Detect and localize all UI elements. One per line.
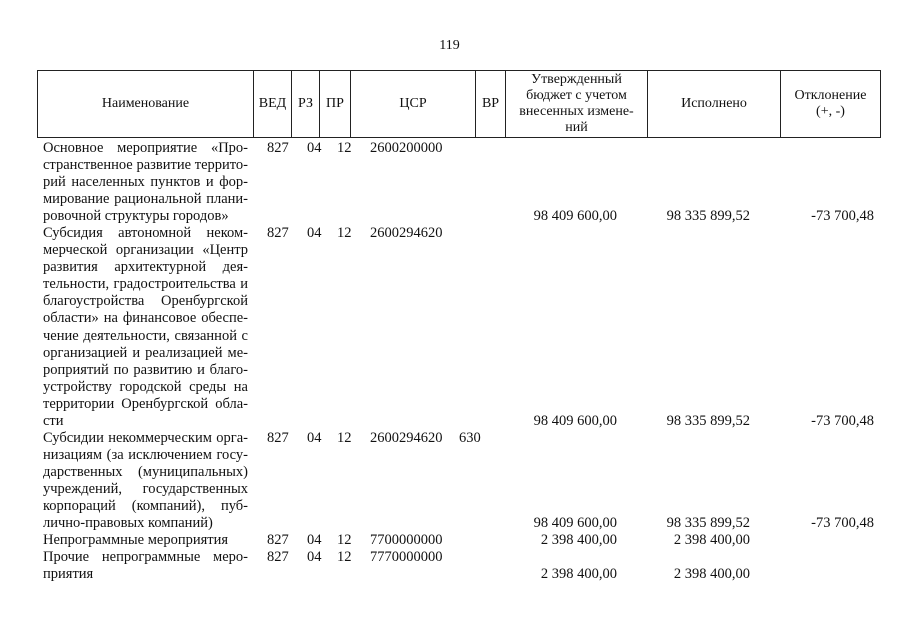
row-name [43, 140, 248, 225]
header-name: Наименование [38, 71, 254, 138]
cell-ved: 827 [267, 140, 289, 156]
header-approved-line: ний [565, 120, 588, 135]
name-line: организацией и реализацией ме- [43, 344, 248, 361]
cell-csr: 7700000000 [370, 532, 443, 548]
name-line: сти [43, 413, 64, 430]
name-line: Прочие непрограммные меро- [43, 549, 248, 565]
header-approved-line: внесенных измене- [519, 104, 634, 119]
cell-approved: 98 409 600,00 [533, 515, 617, 531]
table-header [37, 70, 881, 138]
name-line: учреждений, государственных [43, 481, 248, 498]
cell-rz: 04 [307, 225, 322, 241]
cell-rz: 04 [307, 549, 322, 565]
header-csr: ЦСР [351, 71, 476, 138]
header-vr: ВР [476, 71, 506, 138]
name-line: рий населенных пунктов и фор- [43, 174, 248, 191]
cell-executed: 98 335 899,52 [666, 208, 750, 224]
row-name [43, 430, 248, 533]
name-line: корпораций (компаний), пуб- [43, 498, 248, 515]
header-deviation-line: Отклонение [794, 88, 867, 103]
name-line: ровочной структуры городов» [43, 208, 229, 225]
name-line: развития архитектурной дея- [43, 259, 248, 276]
cell-approved: 2 398 400,00 [540, 532, 617, 548]
cell-rz: 04 [307, 140, 322, 156]
cell-executed: 2 398 400,00 [673, 566, 750, 582]
cell-deviation: -73 700,48 [811, 208, 874, 224]
header-deviation-line: (+, -) [816, 104, 845, 119]
name-line: Субсидии некоммерческим орга- [43, 430, 248, 446]
cell-pr: 12 [337, 140, 352, 156]
name-line: приятия [43, 566, 94, 583]
row-name [43, 532, 248, 549]
name-line: области» на финансовое обеспе- [43, 310, 248, 327]
name-line: благоустройства Оренбургской [43, 293, 248, 310]
header-approved-line: Утвержденный [531, 72, 622, 87]
cell-vr: 630 [459, 430, 481, 446]
cell-ved: 827 [267, 225, 289, 241]
cell-approved: 2 398 400,00 [540, 566, 617, 582]
header-rz: РЗ [292, 71, 320, 138]
cell-approved: 98 409 600,00 [533, 413, 617, 429]
header-ved: ВЕД [254, 71, 292, 138]
name-line: мирование рациональной плани- [43, 191, 248, 208]
cell-pr: 12 [337, 225, 352, 241]
name-line: Субсидия автономной неком- [43, 225, 248, 241]
cell-ved: 827 [267, 549, 289, 565]
page-number: 119 [439, 38, 460, 53]
cell-csr: 2600294620 [370, 430, 443, 446]
cell-csr: 2600200000 [370, 140, 443, 156]
name-line: мерческой организации «Центр [43, 242, 248, 259]
cell-pr: 12 [337, 549, 352, 565]
cell-executed: 98 335 899,52 [666, 413, 750, 429]
name-line: Основное мероприятие «Про- [43, 140, 248, 156]
header-pr: ПР [320, 71, 351, 138]
name-line: странственное развитие террито- [43, 157, 248, 174]
name-line: тельности, градостроительства и [43, 276, 248, 293]
cell-ved: 827 [267, 430, 289, 446]
cell-pr: 12 [337, 532, 352, 548]
name-line: роприятий по развитию и благо- [43, 361, 248, 378]
header-executed: Исполнено [648, 71, 781, 138]
name-line: устройству городской среды на [43, 378, 248, 395]
cell-approved: 98 409 600,00 [533, 208, 617, 224]
name-line: дарственных (муниципальных) [43, 464, 248, 481]
header-approved [506, 71, 648, 138]
header-approved-line: бюджет с учетом [526, 88, 627, 103]
cell-csr: 7770000000 [370, 549, 443, 565]
name-line: лично-правовых компаний) [43, 515, 213, 532]
cell-ved: 827 [267, 532, 289, 548]
name-line: территории Оренбургской обла- [43, 395, 248, 412]
cell-executed: 2 398 400,00 [673, 532, 750, 548]
cell-deviation: -73 700,48 [811, 413, 874, 429]
cell-rz: 04 [307, 532, 322, 548]
name-line: чение деятельности, связанной с [43, 327, 248, 344]
cell-deviation: -73 700,48 [811, 515, 874, 531]
cell-csr: 2600294620 [370, 225, 443, 241]
name-line: Непрограммные мероприятия [43, 532, 229, 548]
row-name [43, 549, 248, 583]
cell-executed: 98 335 899,52 [666, 515, 750, 531]
header-deviation [781, 71, 881, 138]
cell-rz: 04 [307, 430, 322, 446]
name-line: низациям (за исключением госу- [43, 447, 248, 464]
cell-pr: 12 [337, 430, 352, 446]
row-name [43, 225, 248, 430]
